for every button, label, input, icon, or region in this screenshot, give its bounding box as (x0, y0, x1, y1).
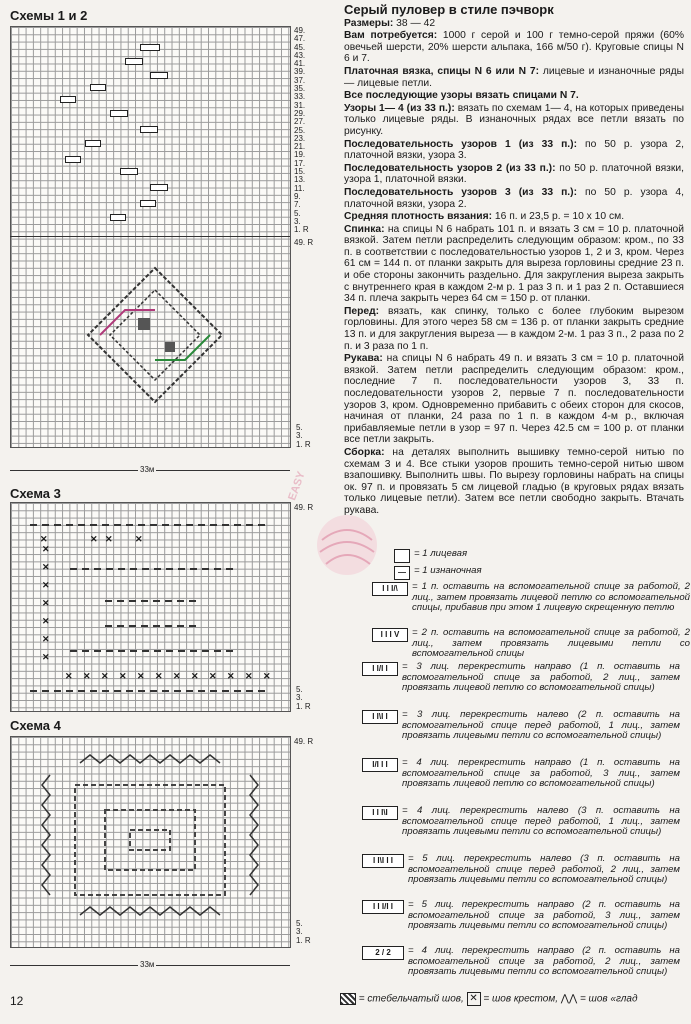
cross-stitch-mark: ✕ (191, 671, 199, 681)
dash-mark (150, 524, 157, 526)
paragraph-heading: Сборка: (344, 446, 385, 458)
cross-stitch-mark: ✕ (42, 580, 50, 590)
article-body (344, 18, 684, 517)
cross-stitch-mark: ✕ (83, 671, 91, 681)
dash-mark (246, 690, 253, 692)
dash-mark (246, 524, 253, 526)
dash-mark (141, 625, 148, 627)
legend-symbol-icon: 2 / 2 (362, 946, 404, 960)
cross-stitch-mark: ✕ (105, 534, 113, 544)
article-paragraph (344, 187, 684, 210)
dash-mark (118, 568, 125, 570)
article (344, 4, 684, 518)
legend-symbol-icon: — (394, 566, 410, 580)
paragraph-text: по 50 р. узора 2, платочной вязки, узора 3. (344, 138, 684, 162)
dash-mark (153, 625, 160, 627)
stem-stitch-icon (340, 993, 356, 1005)
dash-mark (142, 568, 149, 570)
article-paragraph (344, 18, 684, 30)
legend-text: = 3 лиц. перекрестить направо (1 п. оставить на вспомогательной спице за работой, 2 лиц., затем провязать лицевой петлю со вспомогательной спицы) (402, 661, 680, 694)
article-paragraph (344, 211, 684, 223)
cable-stitch-mark (60, 96, 76, 103)
dash-mark (130, 568, 137, 570)
dash-mark (106, 568, 113, 570)
dash-mark (234, 690, 241, 692)
dash-mark (162, 524, 169, 526)
dash-mark (202, 568, 209, 570)
dash-mark (114, 690, 121, 692)
row-label: 25. (294, 125, 306, 135)
dash-mark (214, 650, 221, 652)
row-label: 5. (296, 919, 303, 928)
dash-mark (178, 650, 185, 652)
paragraph-text: 16 п. и 23,5 р. = 10 х 10 см. (492, 211, 625, 223)
dash-mark (30, 524, 37, 526)
row-label: 45. (294, 42, 306, 52)
row-label: 1. R (294, 225, 309, 235)
dash-mark (166, 568, 173, 570)
paragraph-text: по 50 р. платочной вязки, узора 1, платочной вязки. (344, 162, 684, 186)
cable-stitch-mark (85, 140, 101, 147)
article-paragraph (344, 66, 684, 89)
dash-mark (198, 690, 205, 692)
paragraph-heading: Размеры: (344, 17, 394, 29)
dash-mark (165, 625, 172, 627)
dash-mark (70, 568, 77, 570)
row-label: 3. (294, 216, 301, 226)
row-label: 9. (294, 191, 301, 201)
cable-stitch-mark (140, 44, 160, 51)
dash-mark (102, 690, 109, 692)
dash-mark (165, 600, 172, 602)
cable-stitch-mark (110, 110, 128, 117)
dash-mark (258, 524, 265, 526)
dash-mark (42, 690, 49, 692)
legend-text: = 1 п. оставить на вспомогательной спице за работой, 2 лиц., затем провязать лицевой петлю со вспомогательной спицы, прибавив при этом 1 лицевую скрещенную петлю (412, 581, 690, 614)
legend-text: = 4 лиц. перекрестить налево (3 п. оставить на вспомогательной спице перед работой, 1 лиц., затем провязать лицевыми петли со вспомогательной спицы) (402, 805, 680, 838)
legend-text: = 1 лицевая (414, 548, 468, 559)
paragraph-text: 38 — 42 (393, 17, 436, 29)
row-label: 17. (294, 158, 306, 168)
row-label: 43. (294, 50, 306, 60)
row-label: 47. (294, 34, 306, 44)
row-label: 37. (294, 75, 306, 85)
row-label: 19. (294, 150, 306, 160)
legend-text: = 5 лиц. перекрестить налево (3 п. оставить на вспомогательной спице перед работой, 2 лиц., затем провязать лицевыми петли со вспомогательной спицы) (408, 853, 680, 886)
watermark-text: EASY (286, 469, 308, 503)
cross-stitch-mark: ✕ (173, 671, 181, 681)
dash-mark (189, 625, 196, 627)
page-number: 12 (10, 994, 24, 1008)
row-label: 1. R (296, 701, 311, 711)
article-paragraph (344, 30, 684, 65)
row-label: 5. (294, 208, 301, 218)
dash-mark (174, 524, 181, 526)
dash-mark (226, 650, 233, 652)
legend-text: = 4 лиц. перекрестить направо (1 п. оставить на вспомогательной спице за работой, 3 лиц., затем провязать лицевой петлю со вспомогательной спицы) (402, 757, 680, 790)
dash-mark (54, 690, 61, 692)
dash-mark (226, 568, 233, 570)
dash-mark (105, 625, 112, 627)
scheme-3-title: Схема 3 (10, 486, 61, 501)
legend-symbol-icon: I I I/I I (362, 900, 404, 914)
article-paragraph (344, 224, 684, 305)
dash-mark (118, 650, 125, 652)
cross-stitch-mark: ✕ (42, 562, 50, 572)
cross-stitch-mark: ✕ (90, 534, 98, 544)
article-paragraph (344, 306, 684, 352)
dash-mark (126, 690, 133, 692)
dash-mark (202, 650, 209, 652)
dash-mark (138, 690, 145, 692)
satin-stitch-icon: ⋀⋀ (560, 993, 578, 1005)
dash-mark (153, 600, 160, 602)
paragraph-text: 1000 г серой и 100 г темно-серой пряжи (60% овечьей шерсти, 20% шерсти альпака, 166 м/50 г). Круговые спицы N 6 и 7. (344, 30, 684, 65)
dash-mark (177, 625, 184, 627)
row-label: 41. (294, 59, 306, 69)
scheme-12-title: Схемы 1 и 2 (10, 8, 88, 23)
scheme-4-width-label: 33м (140, 960, 155, 969)
cross-stitch-mark: ✕ (40, 534, 48, 544)
row-label: 5. (296, 685, 303, 694)
dash-mark (138, 524, 145, 526)
scheme-12-row-labels (294, 27, 309, 234)
paragraph-heading: Последовательность узоров 1 (из 33 п.): (344, 138, 578, 150)
paragraph-text: на спицы N 6 набрать 101 п. и вязать 3 см = 10 р. платочной вязкой. Затем петли распределить следующим образом: кром., по 33 п. в соответствии с последовательностью узоров 1, 2 и 3, кром. Через 61 см = 144 п. от планки закрыть для выреза горловины средние 23 п. и обе стороны закончить раздельно. Для закругления выреза закрыть с внутреннего края в каждом 2-м р. 1 раз 3 п. и 1 раз 2 п. Оставшиеся 34 п. плеча закрыть через 64 см = 150 р. от планки. (344, 223, 684, 305)
row-label: 39. (294, 67, 306, 77)
cable-stitch-mark (140, 200, 156, 207)
cable-stitch-mark (65, 156, 81, 163)
dash-mark (66, 524, 73, 526)
dash-mark (210, 524, 217, 526)
row-label: 3. (296, 927, 303, 937)
row-label: 23. (294, 133, 306, 143)
article-paragraph (344, 103, 684, 138)
cross-stitch-mark: ✕ (42, 616, 50, 626)
dash-mark (42, 524, 49, 526)
cross-stitch-mark: ✕ (155, 671, 163, 681)
legend-text: = 1 изнаночная (414, 565, 482, 576)
legend-text: = 2 п. оставить на вспомогательной спице за работой, 2 лиц., затем провязать лицевыми петли со вспомогательной спицы (412, 627, 690, 660)
row-label: 15. (294, 167, 306, 177)
dash-mark (82, 650, 89, 652)
paragraph-heading: Рукава: (344, 353, 383, 365)
scheme-12-width-label: 33м (140, 465, 155, 474)
dash-mark (142, 650, 149, 652)
dash-mark (222, 690, 229, 692)
yarn-ball-icon (312, 510, 382, 580)
paragraph-heading: Последовательность узоров 2 (из 33 п.): (344, 162, 556, 174)
row-label: 49. (294, 26, 306, 35)
dash-mark (210, 690, 217, 692)
paragraph-text: по 50 р. узора 4, платочной вязки, узора 2. (344, 186, 684, 210)
row-label: 29. (294, 108, 306, 118)
scheme-12-divider (10, 236, 290, 237)
row-label: 35. (294, 84, 306, 94)
paragraph-heading: Последовательность узоров 3 (из 33 п.): (344, 186, 578, 198)
row-label: 3. (296, 693, 303, 703)
legend-text: = 4 лиц. перекрестить направо (2 п. оставить на вспомогательной спице за работой, 2 лиц., затем провязать лицевыми петли со вспомогательной спицы) (408, 945, 680, 978)
dash-mark (114, 524, 121, 526)
scheme-4-top-label: 49. R (294, 737, 314, 746)
dash-mark (82, 568, 89, 570)
dash-mark (130, 650, 137, 652)
dash-mark (154, 650, 161, 652)
paragraph-heading: Вам потребуется: (344, 30, 438, 42)
dash-mark (66, 690, 73, 692)
scheme-2-diamond (80, 260, 230, 410)
row-label: 31. (294, 100, 306, 110)
dash-mark (90, 690, 97, 692)
cross-stitch-icon: ✕ (467, 992, 481, 1006)
cable-stitch-mark (140, 126, 158, 133)
row-label: 33. (294, 92, 306, 102)
dash-mark (70, 650, 77, 652)
cross-stitch-mark: ✕ (42, 652, 50, 662)
footer-legend (340, 992, 638, 1006)
article-paragraph (344, 139, 684, 162)
legend-text: = 3 лиц. перекрестить налево (2 п. оставить на вспомогательной спице перед работой, 1 лиц., затем провязать лицевыми петли со вспомогательной спицы) (402, 709, 680, 742)
stem-stitch-label: = стебельчатый шов, (358, 993, 464, 1005)
dash-mark (166, 650, 173, 652)
paragraph-heading: Спинка: (344, 223, 385, 235)
scheme-4-title: Схема 4 (10, 718, 61, 733)
row-label: 1. R (296, 935, 311, 945)
article-paragraph (344, 163, 684, 186)
legend-symbol-icon: I I I\I (362, 806, 398, 820)
dash-mark (186, 524, 193, 526)
cross-stitch-mark: ✕ (119, 671, 127, 681)
cable-stitch-mark (90, 84, 106, 91)
scheme-3-bottom-rows (296, 686, 311, 711)
cross-stitch-mark: ✕ (209, 671, 217, 681)
dash-mark (94, 650, 101, 652)
dash-mark (78, 690, 85, 692)
dash-mark (189, 600, 196, 602)
dash-mark (126, 524, 133, 526)
legend-symbol-icon: I I\I I I (362, 854, 404, 868)
dash-mark (178, 568, 185, 570)
cross-stitch-mark: ✕ (42, 598, 50, 608)
scheme-12-bottom-rows (296, 424, 311, 449)
dash-mark (30, 690, 37, 692)
row-label: 13. (294, 175, 306, 185)
dash-mark (174, 690, 181, 692)
paragraph-heading: Средняя плотность вязания: (344, 211, 493, 223)
paragraph-heading: Платочная вязка, спицы N 6 или N 7: (344, 65, 540, 77)
cross-stitch-mark: ✕ (227, 671, 235, 681)
cross-stitch-mark: ✕ (42, 544, 50, 554)
cross-stitch-mark: ✕ (263, 671, 271, 681)
dash-mark (198, 524, 205, 526)
dash-mark (78, 524, 85, 526)
paragraph-heading: Все последующие узоры вязать спицами N 7. (344, 90, 579, 102)
dash-mark (258, 690, 265, 692)
legend-symbol-icon (394, 549, 410, 563)
cable-stitch-mark (150, 184, 168, 191)
paragraph-text: на спицы N 6 набрать 49 п. и вязать 3 см = 10 р. платочной вязкой. Затем петли распределить следующим образом: кром., последние 7 п. последовательности узоров 3, 33 п. последовательности узоров 2, первые 7 п. последовательности узоров 3, кром. Одновременно прибавить с обеих сторон для скосов, начиная от планки, 24 раза по 1 п. в каждом 4-м р., включая прибавляемые петли в узор = 97 п. Через 42.5 см = 100 р. от планки все петли закрыть. (344, 353, 684, 446)
cable-stitch-mark (125, 58, 143, 65)
scheme-4-bottom-rows (296, 920, 311, 945)
cross-stitch-mark: ✕ (245, 671, 253, 681)
dash-mark (105, 600, 112, 602)
cross-stitch-mark: ✕ (65, 671, 73, 681)
dash-mark (186, 690, 193, 692)
paragraph-heading: Узоры 1— 4 (из 33 п.): (344, 102, 455, 114)
cable-stitch-mark (120, 168, 138, 175)
article-paragraph (344, 90, 684, 102)
legend-text: = 5 лиц. перекрестить направо (2 п. оставить на вспомогательной спице за работой, 3 лиц., затем провязать лицевыми петли со вспомогательной спицы) (408, 899, 680, 932)
paragraph-text: лицевые и изнаночные ряды — лицевые петли. (344, 65, 684, 89)
dash-mark (117, 625, 124, 627)
dash-mark (102, 524, 109, 526)
cross-stitch-label: = шов крестом, (483, 993, 558, 1005)
dash-mark (141, 600, 148, 602)
row-label: 27. (294, 117, 306, 127)
scheme-3-top-label: 49. R (294, 503, 314, 512)
row-label: 7. (294, 200, 301, 210)
paragraph-text: вязать по схемам 1— 4, на которых приведены только лицевые ряды. В изнаночных рядах все петли вязать по рисунку. (344, 102, 684, 137)
dash-mark (129, 625, 136, 627)
dash-mark (190, 568, 197, 570)
dash-mark (106, 650, 113, 652)
article-paragraph (344, 353, 684, 446)
dash-mark (154, 568, 161, 570)
dash-mark (129, 600, 136, 602)
dash-mark (214, 568, 221, 570)
dash-mark (94, 568, 101, 570)
dash-mark (54, 524, 61, 526)
legend-symbol-icon: I I I/\ (372, 582, 408, 596)
dash-mark (177, 600, 184, 602)
scheme-12-top-label: 49. R (294, 238, 314, 247)
cable-stitch-mark (150, 72, 168, 79)
scheme-4-embroidery (30, 745, 270, 935)
legend-symbol-icon: I I\I I (362, 710, 398, 724)
cross-stitch-mark: ✕ (137, 671, 145, 681)
legend-symbol-icon: I I/I I (362, 662, 398, 676)
dash-mark (150, 690, 157, 692)
paragraph-text: на деталях выполнить вышивку темно-серой нитью по схемам 3 и 4. Все стыки узоров прошить темно-серой нитью швом взапошивку. Выполнить швы. По вырезу горловины набрать на спицы ок. 97 п. и провязать 5 см лицевой гладью (в круговых рядах вязать только лицевые петли). Затем все петли свободно закрыть. Втачать рукава. (344, 446, 684, 516)
cross-stitch-mark: ✕ (135, 534, 143, 544)
cable-stitch-mark (110, 214, 126, 221)
article-paragraph (344, 447, 684, 517)
paragraph-heading: Перед: (344, 305, 380, 317)
satin-stitch-label: = шов «глад (579, 993, 638, 1005)
row-label: 3. (296, 431, 303, 441)
row-label: 11. (294, 183, 305, 193)
cross-stitch-mark: ✕ (42, 634, 50, 644)
row-label: 21. (294, 142, 306, 152)
row-label: 1. R (296, 439, 311, 449)
article-title: Серый пуловер в стиле пэчворк (344, 2, 554, 17)
dash-mark (90, 524, 97, 526)
cross-stitch-mark: ✕ (101, 671, 109, 681)
legend-symbol-icon: I/I I I (362, 758, 398, 772)
dash-mark (162, 690, 169, 692)
dash-mark (117, 600, 124, 602)
dash-mark (222, 524, 229, 526)
legend-symbol-icon: I I I V (372, 628, 408, 642)
paragraph-text: вязать, как спинку, только с более глубоким вырезом горловины. Для этого через 58 см = 136 р. от планки закрыть средние 13 п. и для закругления выреза — в каждом 2-м. 1 раз 3 п., 2 раза по 2 п. и 3 раза по 1 п. (344, 305, 684, 352)
row-label: 5. (296, 423, 303, 432)
dash-mark (190, 650, 197, 652)
dash-mark (234, 524, 241, 526)
